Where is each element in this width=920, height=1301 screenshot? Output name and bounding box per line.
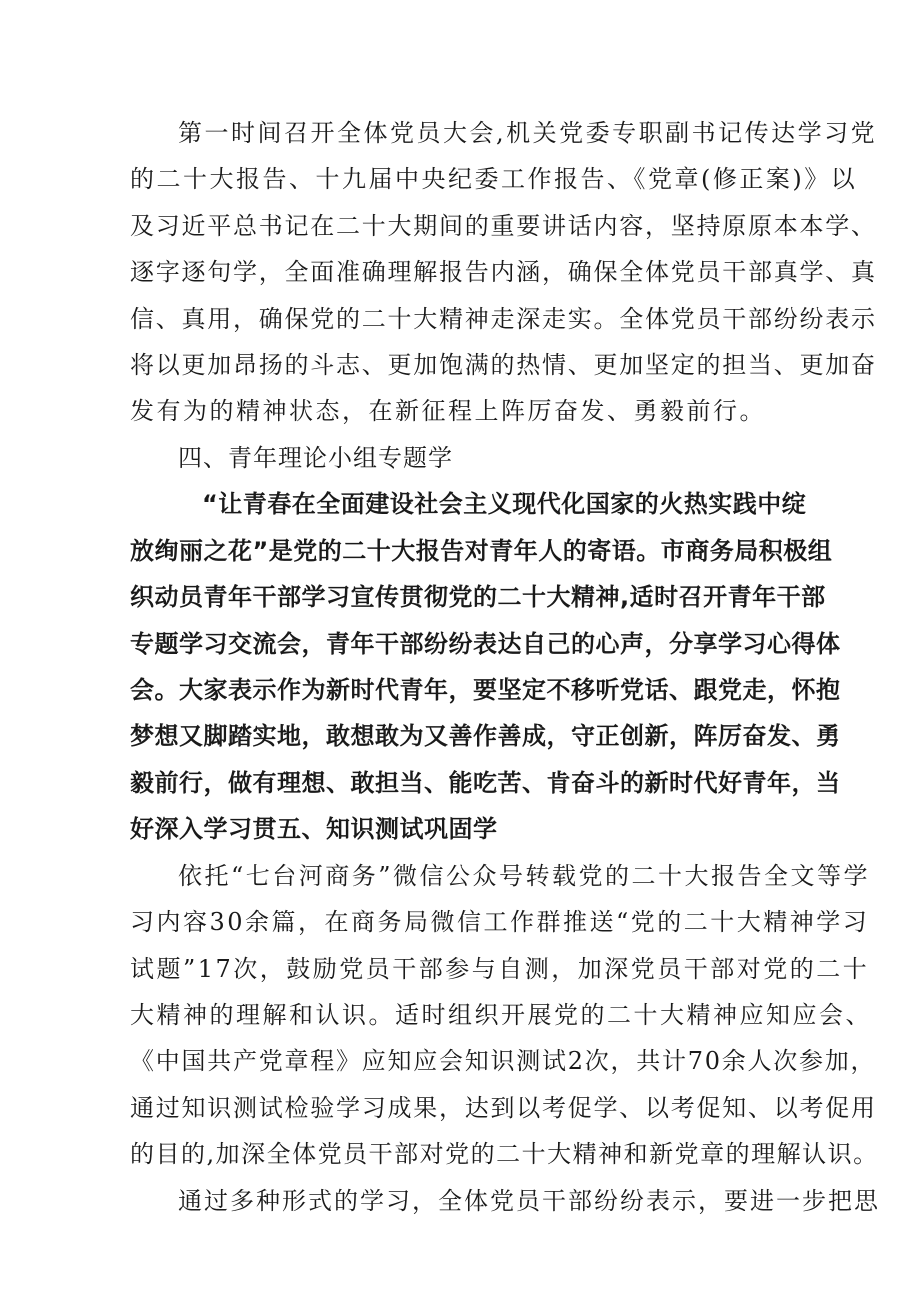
paragraph-1-line-6: 将以更加昂扬的斗志、更加饱满的热情、更加坚定的担当、更加奋: [130, 351, 877, 379]
paragraph-2-line-2: 放绚丽之花”是党的二十大报告对青年人的寄语。市商务局积极组: [130, 537, 833, 565]
paragraph-3-line-3: 试题”17次，鼓励党员干部参与自测，加深党员干部对党的二十: [130, 955, 870, 983]
paragraph-1-line-1: 第一时间召开全体党员大会,机关党委专职副书记传达学习党: [178, 119, 878, 147]
paragraph-1-line-3: 及习近平总书记在二十大期间的重要讲话内容，坚持原原本本学、: [130, 212, 877, 240]
paragraph-2-line-5: 会。大家表示作为新时代青年，要坚定不移听党话、跟党走，怀抱: [130, 676, 841, 704]
paragraph-2-line-3: 织动员青年干部学习宣传贯彻党的二十大精神,适时召开青年干部: [130, 583, 826, 611]
paragraph-2-line-8: 好深入学习贯五、知识测试巩固学: [130, 815, 498, 843]
paragraph-1-line-5: 信、真用，确保党的二十大精神走深走实。全体党员干部纷纷表示: [130, 305, 877, 333]
paragraph-3-line-5: 《中国共产党章程》应知应会知识测试2次，共计70余人次参加，: [130, 1047, 877, 1075]
paragraph-2-line-4: 专题学习交流会，青年干部纷纷表达自己的心声，分享学习心得体: [130, 630, 841, 658]
paragraph-1-line-2: 的二十大报告、十九届中央纪委工作报告、《党章(修正案)》以: [130, 165, 858, 193]
paragraph-3-line-2: 习内容30余篇，在商务局微信工作群推送“党的二十大精神学习: [130, 908, 870, 936]
paragraph-3-line-4: 大精神的理解和认识。适时组织开展党的二十大精神应知应会、: [130, 1001, 872, 1029]
paragraph-2-line-6: 梦想又脚踏实地，敢想敢为又善作善成，守正创新，阵厉奋发、勇: [130, 722, 841, 750]
paragraph-2-line-7: 毅前行，做有理想、敢担当、能吃苦、肯奋斗的新时代好青年，当: [130, 769, 841, 797]
paragraph-1-line-4: 逐字逐句学，全面准确理解报告内涵，确保全体党员干部真学、真: [130, 258, 877, 286]
paragraph-3-line-1: 依托“七台河商务”微信公众号转载党的二十大报告全文等学: [178, 862, 871, 890]
paragraph-4-line-1: 通过多种形式的学习，全体党员干部纷纷表示，要进一步把思: [178, 1187, 880, 1215]
paragraph-3-line-7: 的目的,加深全体党员干部对党的二十大精神和新党章的理解认识。: [130, 1140, 879, 1168]
paragraph-2-line-1: “让青春在全面建设社会主义现代化国家的火热实践中绽: [202, 490, 807, 518]
paragraph-1-line-7: 发有为的精神状态，在新征程上阵厉奋发、勇毅前行。: [130, 397, 766, 425]
paragraph-3-line-6: 通过知识测试检验学习成果，达到以考促学、以考促知、以考促用: [130, 1094, 877, 1122]
section-heading: 四、青年理论小组专题学: [178, 444, 453, 472]
